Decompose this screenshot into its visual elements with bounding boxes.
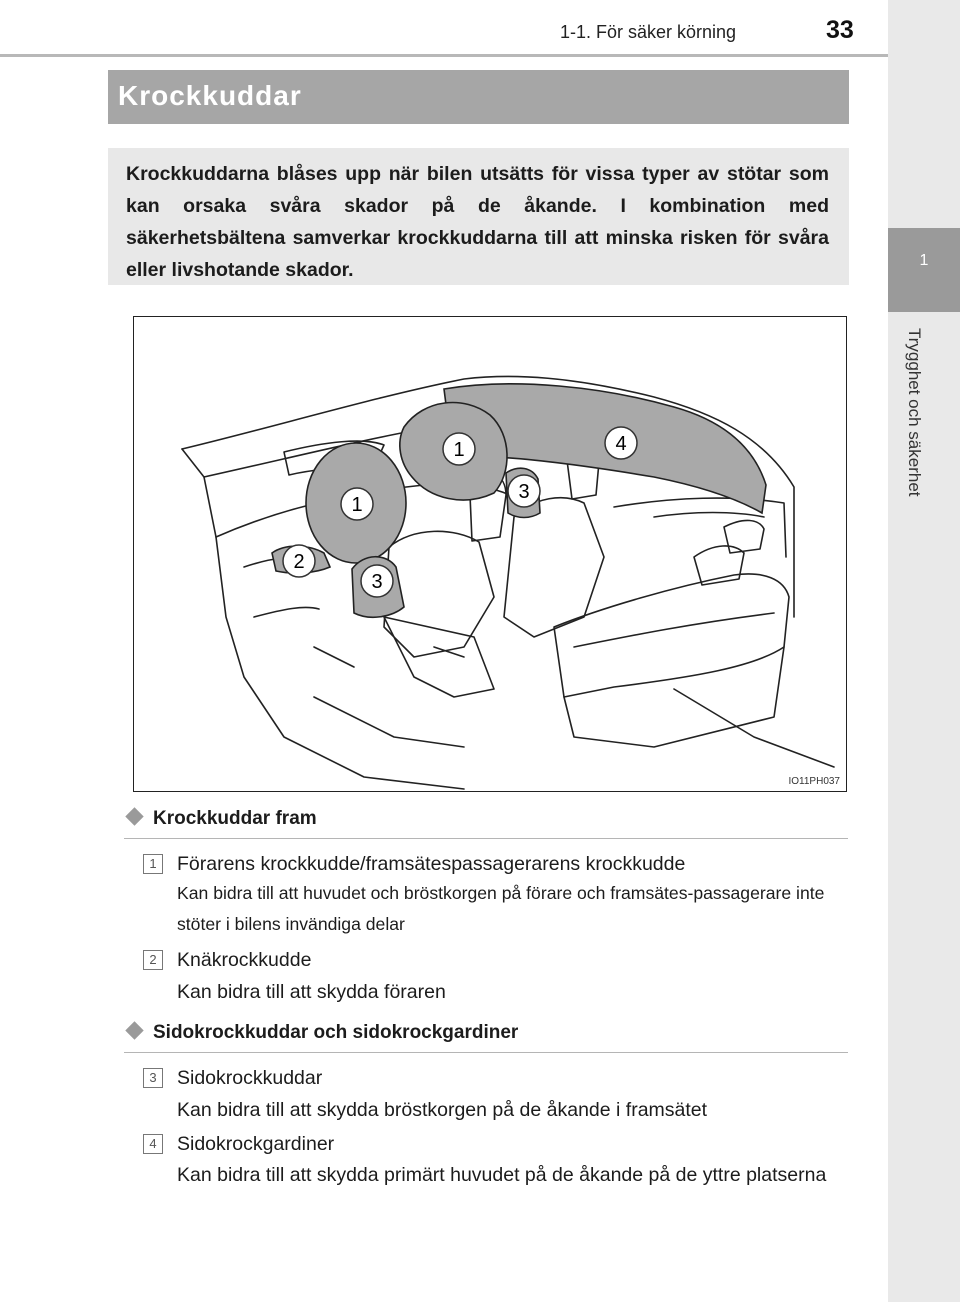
page-number: 33 (826, 16, 854, 44)
item-number-box: 4 (143, 1134, 163, 1154)
side-strip (888, 0, 960, 1302)
callout-side-driver (361, 565, 393, 597)
callout-front-passenger (443, 433, 475, 465)
item-title: Förarens krockkudde/framsätespassagerarens krockkudde (177, 853, 686, 875)
item-title: Knäkrockkudde (177, 949, 312, 971)
item-description: Kan bidra till att skydda primärt huvudet på de åkande på de yttre platserna (177, 1164, 827, 1186)
item-number-box: 2 (143, 950, 163, 970)
intro-text: Krockkuddarna blåses upp när bilen utsätts för vissa typer av stötar som kan orsaka svåra skador på de åkande. I kombination med säkerhetsbältena samverkar krockkuddarna till att minska risken för svåra eller livshotande skador. (126, 163, 829, 281)
callout-front-driver (341, 488, 373, 520)
callout-curtain (605, 427, 637, 459)
chapter-title: Trygghet och säkerhet (905, 328, 924, 497)
section-rule (124, 838, 848, 839)
svg-text:4: 4 (615, 433, 627, 455)
svg-text:2: 2 (293, 551, 305, 573)
intro-box (108, 148, 849, 285)
item-description: Kan bidra till att skydda bröstkorgen på de åkande i framsätet (177, 1099, 708, 1121)
chapter-number: 1 (919, 252, 929, 269)
callout-knee (283, 545, 315, 577)
page-title: Krockkuddar (118, 80, 302, 111)
figure-code: IO11PH037 (788, 776, 840, 787)
svg-text:1: 1 (453, 439, 465, 461)
section-rule (124, 1052, 848, 1053)
item-title: Sidokrockgardiner (177, 1133, 335, 1155)
chapter-tab (888, 228, 960, 312)
item-title: Sidokrockkuddar (177, 1067, 323, 1089)
section-heading-side-airbags: Sidokrockkuddar och sidokrockgardiner (124, 1022, 518, 1044)
car-interior-drawing (134, 317, 845, 790)
diamond-bullet-icon (125, 1021, 143, 1039)
svg-text:1: 1 (351, 494, 363, 516)
svg-text:3: 3 (371, 571, 383, 593)
diamond-bullet-icon (125, 807, 143, 825)
svg-text:3: 3 (518, 481, 530, 503)
item-description: Kan bidra till att skydda föraren (177, 981, 446, 1003)
item-description: Kan bidra till att huvudet och bröstkorgen på förare och framsätes-passagerare inte stöter i bilens invändiga delar (177, 883, 825, 934)
item-number-box: 3 (143, 1068, 163, 1088)
callout-side-passenger (508, 475, 540, 507)
section-heading-front-airbags: Krockkuddar fram (124, 808, 317, 830)
header-section-title: 1-1. För säker körning (560, 22, 737, 42)
header-rule (0, 54, 888, 57)
item-number-box: 1 (143, 854, 163, 874)
airbag-illustration (133, 316, 847, 792)
